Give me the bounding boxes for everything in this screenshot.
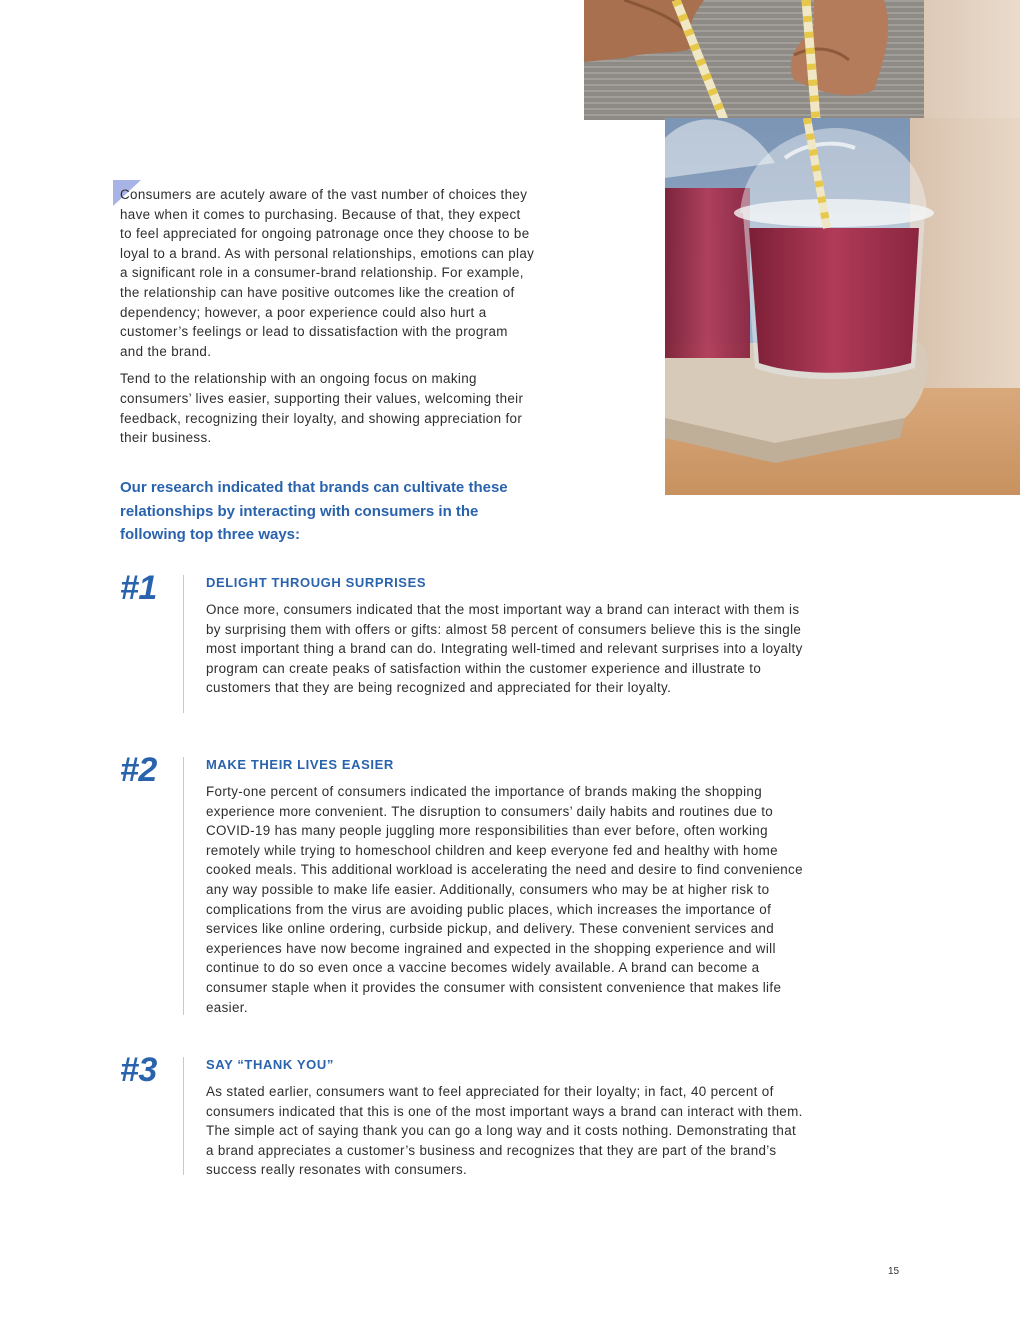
divider [183,575,184,713]
divider [183,1057,184,1175]
divider [183,757,184,1015]
smoothie-cups-photo [665,118,1020,495]
item-heading: DELIGHT THROUGH SURPRISES [206,575,427,590]
list-item [120,569,820,715]
item-body: As stated earlier, consumers want to feel appreciated for their loyalty; in fact, 40 percent of consumers indicated that this is one of the most important ways a brand can interact with them. The simple act of saying thank you can go a long way and it costs nothing. Demonstrating that a brand appreciates a customer’s business and recognizes that they are part of the brand’s success really resonates with consumers. [206,1084,803,1178]
list-item [120,751,820,1017]
intro-paragraph: Tend to the relationship with an ongoing focus on making consumers’ lives easier, supporting their values, welcoming their feedback, recognizing their loyalty, and showing appreciation for their business. [120,371,524,446]
item-body: Forty-one percent of consumers indicated the importance of brands making the shopping experience more convenient. The disruption to consumers’ daily habits and routines due to COVID-19 has many people juggling more responsibilities than ever before, often working remotely while trying to homeschool children and keep everyone fed and healthy with home cooked meals. This additional workload is accelerating the need and desire to find convenience any way possible to make life easier. Additionally, consumers who may be at higher risk to complications from the virus are avoiding public places, which increases the importance of services like online ordering, curbside pickup, and delivery. These convenient services and experiences have now become ingrained and expected in the shopping experience and will continue to do so even once a vaccine becomes widely available. A brand can become a consumer staple when it provides the consumer with consistent convenience that makes life easier. [206,784,803,1015]
item-number: #3 [120,1051,157,1089]
item-heading: MAKE THEIR LIVES EASIER [206,757,394,772]
intro-paragraph: Consumers are acutely aware of the vast number of choices they have when it comes to purchasing. Because of that, they expect to feel appreciated for ongoing patronage once they choose to be loyal to a brand. As with personal relationships, emotions can play a significant role in a consumer-brand relationship. For example, the relationship can have positive outcomes like the creation of dependency; however, a poor experience could also hurt a customer’s feelings or lead to dissatisfaction with the program and the brand. [120,187,535,359]
page-number: 15 [888,1266,900,1277]
list-item [120,1051,820,1178]
item-number: #1 [120,569,157,607]
research-callout: Our research indicated that brands can cultivate these relationships by interacting with consumers in the following top three ways: [120,479,508,543]
hands-straws-photo [584,0,1020,120]
item-body: Once more, consumers indicated that the most important way a brand can interact with them is by surprising them with offers or gifts: almost 58 percent of consumers believe this is the single most important thing a brand can do. Integrating well-timed and relevant surprises into a loyalty program can create peaks of satisfaction within the customer experience and illustrate to customers that they are being recognized and appreciated for their loyalty. [206,602,803,696]
item-heading: SAY “THANK YOU” [206,1057,334,1072]
intro-text [120,185,535,456]
item-number: #2 [120,751,157,789]
